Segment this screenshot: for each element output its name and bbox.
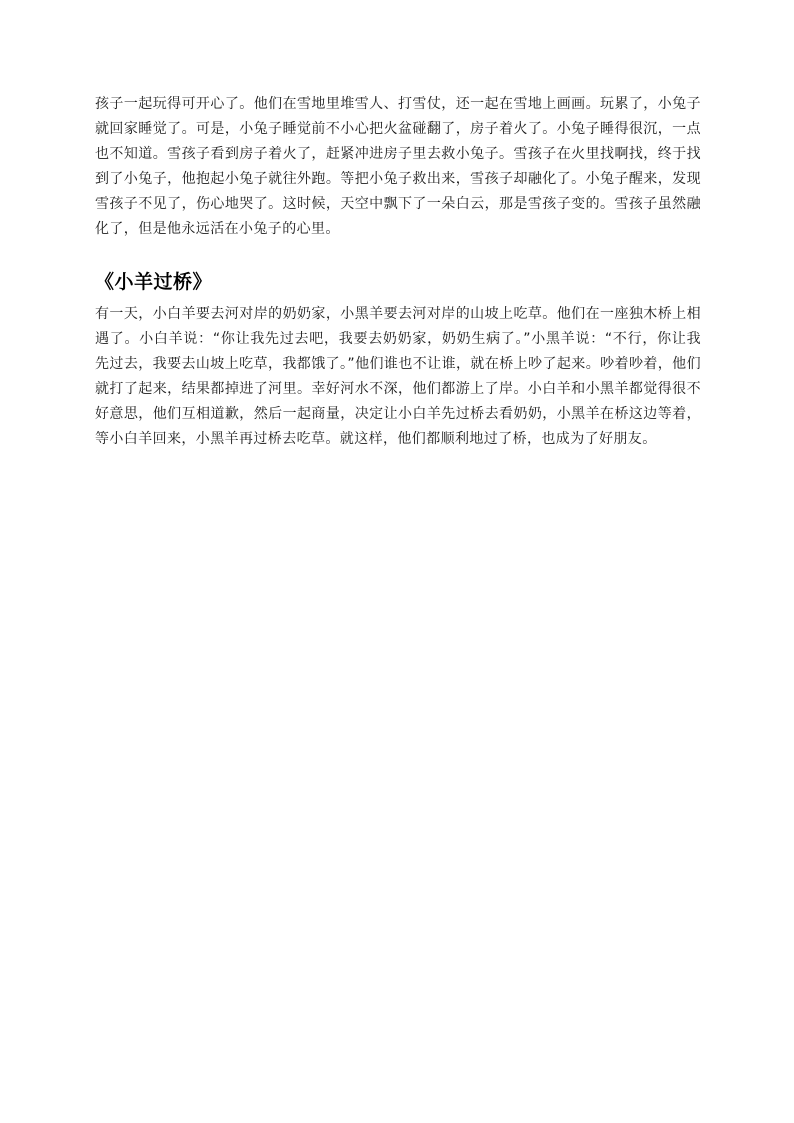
story-title-little-sheep: 《小羊过桥》 bbox=[95, 271, 213, 293]
story-snow-child-paragraph: 孩子一起玩得可开心了。他们在雪地里堆雪人、打雪仗，还一起在雪地上画画。玩累了，小兔子就回家睡觉了。可是，小兔子睡觉前不小心把火盆碰翻了，房子着火了。小兔子睡得很沉，一点也不知道。雪孩子看到房子着火了，赶紧冲进房子里去救小兔子。雪孩子在火里找啊找，终于找到了小兔子，他抱起小兔子就往外跑。等把小兔子救出来，雪孩子却融化了。小兔子醒来，发现雪孩子不见了，伤心地哭了。这时候，天空中飘下了一朵白云，那是雪孩子变的。雪孩子虽然融化了，但是他永远活在小兔子的心里。 bbox=[95, 96, 701, 237]
story-little-sheep-paragraph: 有一天，小白羊要去河对岸的奶奶家，小黑羊要去河对岸的山坡上吃草。他们在一座独木桥上相遇了。小白羊说：“你让我先过去吧，我要去奶奶家，奶奶生病了。”小黑羊说：“不行，你让我先过去，我要去山坡上吃草，我都饿了。”他们谁也不让谁，就在桥上吵了起来。吵着吵着，他们就打了起来，结果都掉进了河里。幸好河水不深，他们都游上了岸。小白羊和小黑羊都觉得很不好意思，他们互相道歉，然后一起商量，决定让小白羊先过桥去看奶奶，小黑羊在桥这边等着，等小白羊回来，小黑羊再过桥去吃草。就这样，他们都顺利地过了桥，也成为了好朋友。 bbox=[95, 306, 701, 447]
document-page bbox=[95, 92, 701, 452]
